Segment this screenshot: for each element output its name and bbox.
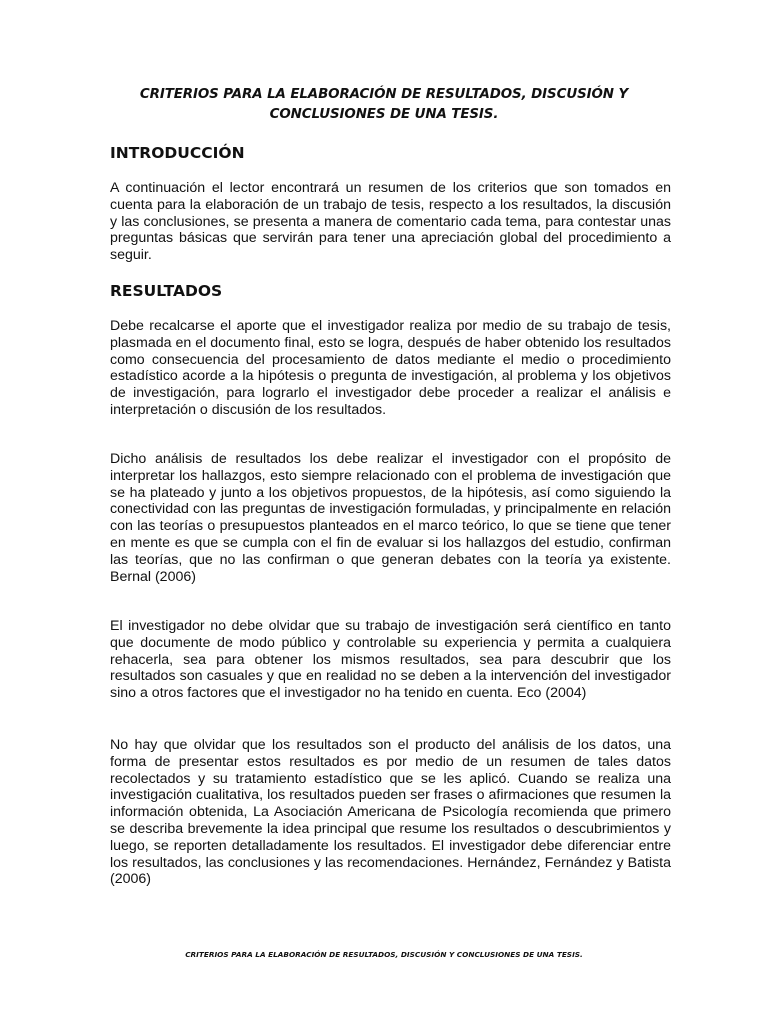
section-heading-resultados: RESULTADOS [110, 282, 223, 300]
paragraph-resultados-4: No hay que olvidar que los resultados son el producto del análisis de los datos, una forma de presentar estos resultados es por medio de un resumen de tales datos recolectados y su tratamiento estadístico que se les aplicó. Cuando se realiza una investigación cualitativa, los resultados pueden ser frases o afirmaciones que resumen la información obtenida, La Asociación Americana de Psicología recomienda que primero se describa brevemente la idea principal que resume los resultados o descubrimientos y luego, se reporten detalladamente los resultados. El investigador debe diferenciar entre los resultados, las conclusiones y las recomendaciones. Hernández, Fernández y Batista (2006) [110, 737, 671, 888]
section-heading-introduccion: INTRODUCCIÓN [110, 144, 245, 162]
paragraph-resultados-1: Debe recalcarse el aporte que el investigador realiza por medio de su trabajo de tesis, plasmada en el documento final, esto se logra, después de haber obtenido los resultados como consecuencia del procesamiento de datos mediante el medio o procedimiento estadístico acorde a la hipótesis o pregunta de investigación, al problema y los objetivos de investigación, para lograrlo el investigador debe proceder a realizar el análisis e interpretación o discusión de los resultados. [110, 318, 671, 418]
paragraph-resultados-3: El investigador no debe olvidar que su trabajo de investigación será científico en tanto que documente de modo público y controlable su experiencia y permita a cualquiera rehacerla, sea para obtener los mismos resultados, sea para descubrir que los resultados son casuales y que en realidad no se deben a la intervención del investigador sino a otros factores que el investigador no ha tenido en cuenta. Eco (2004) [110, 618, 671, 702]
document-title: CRITERIOS PARA LA ELABORACIÓN DE RESULTADOS, DISCUSIÓN Y CONCLUSIONES DE UNA TESIS. [139, 87, 629, 122]
paragraph-resultados-2: Dicho análisis de resultados los debe realizar el investigador con el propósito de interpretar los hallazgos, esto siempre relacionado con el problema de investigación que se ha plateado y junto a los objetivos propuestos, de la hipótesis, así como siguiendo la conectividad con las preguntas de investigación formuladas, y principalmente en relación con las teorías o presupuestos planteados en el marco teórico, lo que se tiene que tener en mente es que se cumpla con el fin de evaluar si los hallazgos del estudio, confirman las teorías, que no las confirman o que generan debates con la teoría ya existente. Bernal (2006) [110, 451, 671, 585]
page-footer: CRITERIOS PARA LA ELABORACIÓN DE RESULTADOS, DISCUSIÓN Y CONCLUSIONES DE UNA TESIS. [185, 950, 583, 959]
paragraph-introduccion: A continuación el lector encontrará un resumen de los criterios que son tomados en cuenta para la elaboración de un trabajo de tesis, respecto a los resultados, la discusión y las conclusiones, se presenta a manera de comentario cada tema, para contestar unas preguntas básicas que servirán para tener una apreciación global del procedimiento a seguir. [110, 180, 671, 264]
